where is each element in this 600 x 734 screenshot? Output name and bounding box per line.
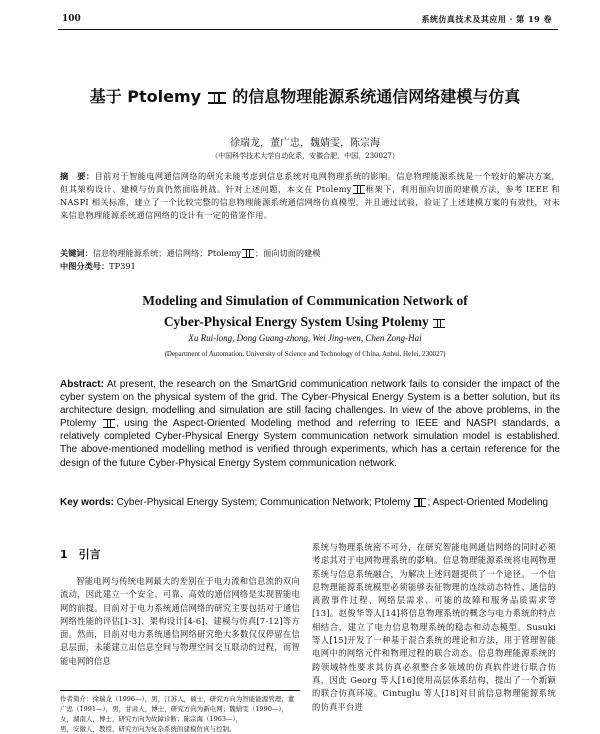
body-column-right [312, 541, 556, 714]
english-title-line-2-text: Cyber-Physical Energy System Using Ptolemy [163, 314, 429, 329]
chinese-affiliation: （中国科学技术大学自动化系，安徽合肥，中国，230027） [211, 152, 399, 160]
journal-running-head: 系统仿真技术及其应用 · 第 19 卷 [421, 14, 552, 24]
english-abstract-label: Abstract: [60, 379, 104, 390]
chinese-title [40, 84, 570, 107]
roman-two-icon [242, 249, 254, 258]
chinese-authors: 徐瑞龙，董广忠，魏婧雯，陈宗海 [230, 138, 380, 149]
chinese-abstract [60, 170, 560, 222]
english-title-line-1: Modeling and Simulation of Communication Network of [142, 293, 468, 308]
section-heading-introduction: 1 引言 [60, 548, 101, 561]
english-keywords [60, 496, 560, 509]
chinese-title-part-b: 的信息物理能源系统通信网络建模与仿真 [232, 87, 521, 106]
header-rule [58, 29, 558, 30]
english-authors: Xu Rui-long, Dong Guang-zhong, Wei Jing-wen, Chen Zong-Hai [188, 333, 422, 343]
chinese-keywords [60, 247, 560, 259]
author-footnote [60, 694, 300, 734]
footnote-line-2: 男，安徽人，教授，研究方向为复杂系统的建模仿真与控制。 [60, 725, 236, 733]
roman-two-icon [433, 319, 445, 328]
english-abstract-text-a: At present, the research on the SmartGrid communication network fails to consider the impact of the cyber system on the physical system of the grid. The Cyber-Physical Energy System is a better solution, but its architecture design, modelling and simulation are still facing challenges. In view of the above problems, in the Ptolemy [60, 379, 560, 430]
english-title [40, 290, 570, 332]
english-abstract-text-b: , using the Aspect-Oriented Modeling method and referring to IEEE and NASPI standards, a relatively completed Cyber-Physical Energy System communication network simulation model is established. The above-mentioned modelling method is verified through experiments, which has a certain reference for the design of the future Cyber-Physical Energy System communication network. [60, 418, 561, 469]
chinese-abstract-text-a: 目前对于智能电网通信网络的研究未能考虑到信息系统对电网物理系统的影响。信息物理能源系统是一个较好的解决方案，但其架构设计、建模与仿真仍然面临挑战。针对上述问题，本文在 Ptolemy [60, 171, 561, 194]
body-right-text: 系统与物理系统密不可分，在研究智能电网通信网络的同时必须考虑其对于电网物理系统的影响。信息物理能源系统将电网物理系统与信息系统融合，为解决上述问题提供了一个途径。一个信息物理能源系统模型必须能够表征物理的连续动态特性、通信的离散事件过程、网络层需求、可能的故障和服务品质需求等[13]。赵俊华等人[14]将信息物理系统的概念与电力系统的特点相结合，建立了电力信息物理系统的稳态和动态模型。Susuki 等人[15]开发了一种基于混合系统的理论和方法，用于管理智能电网中的网络元件和物理过程的联合动态。信息物理能源系统的跨领域特性要求其仿真必须整合多领域的仿真软件进行联合仿真，因此 Georg 等人[16]使用高层体系结构，提出了一个新颖的联合仿真环境。Cintuglu 等人[18]对目前信息物理能源系统的仿真平台进 [312, 542, 556, 712]
body-column-left [60, 575, 300, 668]
classification-value: TP391 [109, 261, 136, 271]
chinese-title-part-a: 基于 Ptolemy [89, 87, 202, 106]
roman-two-icon [414, 498, 426, 507]
chinese-keywords-text-b: ；面向切面的建模 [254, 248, 321, 258]
roman-two-icon [208, 92, 226, 104]
roman-two-icon [103, 419, 115, 428]
english-keywords-label: Key words: [60, 497, 114, 508]
chinese-keywords-label: 关键词： [60, 248, 93, 258]
classification-label: 中图分类号： [60, 261, 110, 271]
english-abstract [60, 378, 560, 470]
english-keywords-text-a: Cyber-Physical Energy System; Communication Network; Ptolemy [113, 497, 411, 508]
english-keywords-text-b: ; Aspect-Oriented Modeling [427, 497, 549, 508]
chinese-abstract-label: 摘 要： [60, 171, 95, 181]
page-number: 100 [62, 14, 81, 24]
roman-two-icon [353, 185, 365, 194]
chinese-keywords-text-a: 信息物理能源系统；通信网络；Ptolemy [92, 248, 241, 258]
footnote-line-1: 作者简介：徐瑞龙（1996—），男，江苏人，硕士，研究方向为智能能源管理；董广忠（1991—），男，甘肃人，博士，研究方向为新电网；魏婧雯（1990—），女，湖南人，博士，研究方向为故障诊断；陈宗海（1963—）， [60, 695, 295, 723]
classification-code [60, 260, 560, 272]
english-affiliation: (Department of Automation, University of Science and Technology of China, Anhui, Hefei, 230027) [164, 350, 446, 358]
footnote-rule [60, 690, 300, 691]
english-title-line-2 [40, 311, 570, 332]
body-left-text: 智能电网与传统电网最大的差别在于电力流和信息流的双向流动，因此建立一个安全、可靠、高效的通信网络是实现智能电网的前提。目前对于电力系统通信网络的研究主要包括对于通信网络性能的评估[1-3]、架构设计[4-6]、建模与仿真[7-12]等方面。然而，目前对电力系统通信网络研究绝大多数仅仅停留在信息层面，未能建立出信息空间与物理空间交互联动的过程，而智能电网的信息 [60, 576, 300, 666]
chinese-abstract-text-b: 框架下，利用面向切面的建模方法，参考 IEEE 和 NASPI 相关标准，建立了一个比较完整的信息物理能源系统通信网络仿真模型，并且通过试验，验证了上述建模方案的有效性，对未来信息物理能源系统通信网络的设计有一定的借鉴作用。 [60, 184, 560, 220]
